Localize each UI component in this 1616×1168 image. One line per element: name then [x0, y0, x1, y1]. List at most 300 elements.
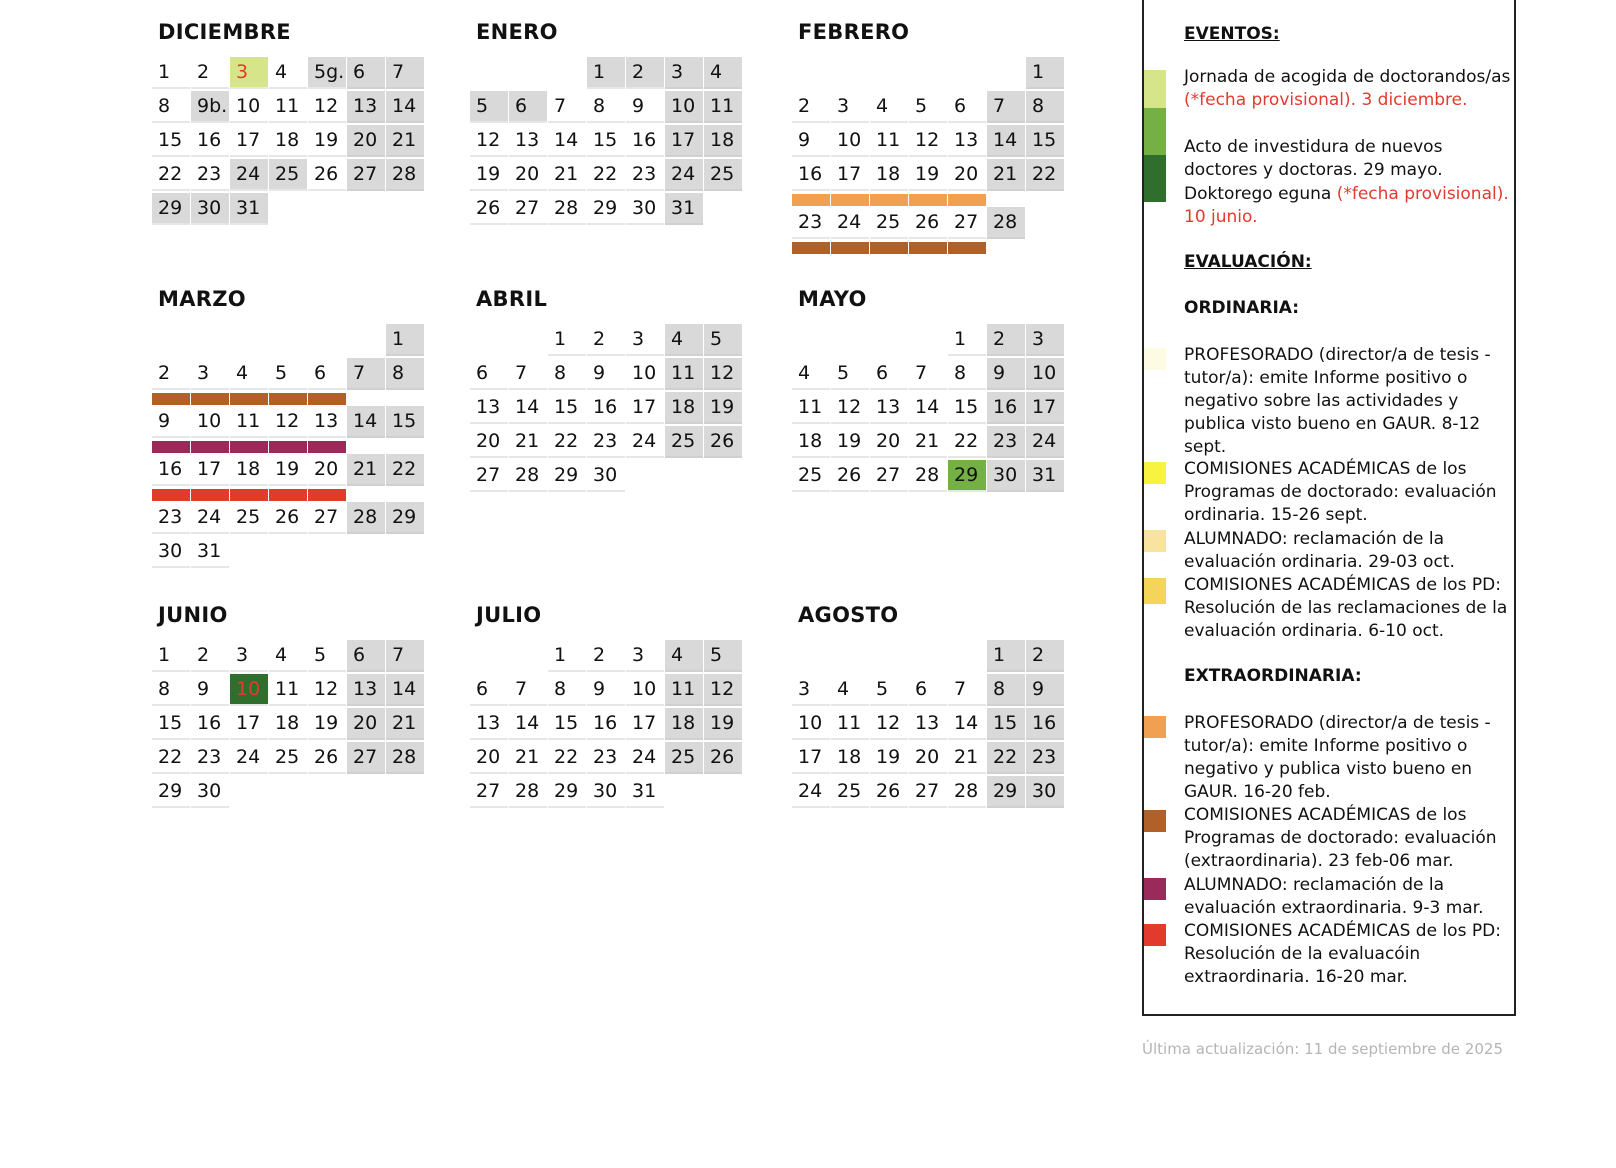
day-cell: 22 — [948, 426, 986, 458]
ordinaria-heading: ORDINARIA: — [1184, 298, 1300, 318]
day-cell: 7 — [347, 358, 385, 390]
day-cell: 30 — [987, 460, 1025, 492]
day-cell: 3 — [665, 57, 703, 89]
day-cell: 20 — [347, 708, 385, 740]
day-cell: 17 — [230, 125, 268, 157]
day-cell: 31 — [1026, 460, 1064, 492]
legend-ord-1: PROFESORADO (director/a de tesis - tutor/a): emite Informe positivo o negativo sobre las actividades y publica visto bueno en GAUR. 8-12 sept. — [1184, 345, 1491, 457]
evaluation-period-stripe — [909, 242, 947, 254]
day-cell: 25 — [704, 159, 742, 191]
day-cell: 23 — [626, 159, 664, 191]
day-cell: 30 — [152, 536, 190, 568]
day-cell: 17 — [1026, 392, 1064, 424]
legend-ext-4: COMISIONES ACADÉMICAS de los PD: Resolución de la evaluacóin extraordinaria. 16-20 mar. — [1184, 921, 1501, 987]
evaluation-period-stripe — [870, 194, 908, 206]
day-cell: 6 — [470, 358, 508, 390]
day-cell: 19 — [870, 742, 908, 774]
day-cell: 5 — [909, 91, 947, 123]
day-cell: 21 — [386, 125, 424, 157]
legend-ord-3: ALUMNADO: reclamación de la evaluación ordinaria. 29-03 oct. — [1184, 529, 1455, 572]
day-cell: 18 — [704, 125, 742, 157]
day-cell: 3 — [626, 640, 664, 672]
day-cell: 6 — [509, 91, 547, 123]
day-cell: 5 — [831, 358, 869, 390]
day-cell: 29 — [386, 502, 424, 534]
legend-event-1-text: Jornada de acogida de doctorandos/as — [1184, 67, 1511, 87]
day-cell: 15 — [948, 392, 986, 424]
day-cell: 29 — [987, 776, 1025, 808]
day-cell: 5 — [704, 640, 742, 672]
day-cell: 16 — [587, 392, 625, 424]
evaluation-period-stripe — [948, 242, 986, 254]
day-cell: 7 — [948, 674, 986, 706]
evaluation-period-stripe — [948, 194, 986, 206]
day-cell: 10 — [1026, 358, 1064, 390]
day-cell: 25 — [792, 460, 830, 492]
legend-ord-4: COMISIONES ACADÉMICAS de los PD: Resolución de las reclamaciones de la evaluación ordinaria. 6-10 oct. — [1184, 575, 1508, 641]
day-cell: 7 — [386, 57, 424, 89]
evaluation-period-stripe — [308, 441, 346, 453]
day-cell: 31 — [230, 193, 268, 225]
day-cell: 27 — [347, 742, 385, 774]
evaluation-period-stripe — [269, 441, 307, 453]
day-cell: 19 — [308, 125, 346, 157]
day-cell: 5 — [470, 91, 508, 123]
day-cell: 22 — [987, 742, 1025, 774]
day-cell: 7 — [509, 358, 547, 390]
month-title: ENERO — [476, 20, 558, 44]
day-cell: 10 — [626, 358, 664, 390]
day-cell: 20 — [308, 454, 346, 486]
legend-swatch-ext-1 — [1144, 716, 1166, 738]
day-cell: 31 — [626, 776, 664, 808]
day-cell: 5 — [308, 640, 346, 672]
day-cell: 28 — [987, 207, 1025, 239]
day-cell: 22 — [1026, 159, 1064, 191]
day-cell: 3 — [792, 674, 830, 706]
day-cell: 17 — [626, 392, 664, 424]
day-cell: 2 — [626, 57, 664, 89]
day-cell: 19 — [704, 392, 742, 424]
day-cell: 9b. — [191, 91, 229, 123]
day-cell: 19 — [704, 708, 742, 740]
day-cell: 21 — [509, 426, 547, 458]
day-cell: 17 — [626, 708, 664, 740]
day-cell: 23 — [792, 207, 830, 239]
day-cell: 2 — [587, 324, 625, 356]
day-cell: 2 — [191, 640, 229, 672]
day-cell: 16 — [1026, 708, 1064, 740]
day-cell: 6 — [870, 358, 908, 390]
day-cell: 27 — [909, 776, 947, 808]
month-title: JULIO — [476, 603, 542, 627]
evaluation-period-stripe — [191, 393, 229, 405]
day-cell: 26 — [909, 207, 947, 239]
day-cell: 30 — [626, 193, 664, 225]
day-cell: 24 — [230, 742, 268, 774]
legend-ord-2: COMISIONES ACADÉMICAS de los Programas de doctorado: evaluación ordinaria. 15-26 sept. — [1184, 459, 1497, 525]
extraordinaria-heading: EXTRAORDINARIA: — [1184, 666, 1362, 686]
day-cell: 26 — [704, 426, 742, 458]
day-cell: 17 — [665, 125, 703, 157]
day-cell: 16 — [626, 125, 664, 157]
day-cell: 15 — [1026, 125, 1064, 157]
day-cell: 6 — [909, 674, 947, 706]
evaluation-period-stripe — [870, 242, 908, 254]
day-cell: 15 — [548, 392, 586, 424]
legend-event-3-note: (*fecha provisional). 10 junio. — [1184, 184, 1509, 227]
day-cell: 4 — [704, 57, 742, 89]
day-cell: 22 — [548, 742, 586, 774]
evaluation-period-stripe — [269, 393, 307, 405]
day-cell: 11 — [704, 91, 742, 123]
day-cell: 27 — [470, 776, 508, 808]
day-cell: 11 — [870, 125, 908, 157]
evaluation-period-stripe — [308, 489, 346, 501]
day-cell: 13 — [308, 406, 346, 438]
day-cell: 18 — [831, 742, 869, 774]
day-cell: 2 — [152, 358, 190, 390]
day-cell: 1 — [987, 640, 1025, 672]
day-cell: 29 — [548, 460, 586, 492]
day-cell: 25 — [831, 776, 869, 808]
day-cell: 2 — [191, 57, 229, 89]
day-cell: 13 — [347, 674, 385, 706]
month-title: MAYO — [798, 287, 867, 311]
day-cell: 9 — [792, 125, 830, 157]
legend-box — [1142, 0, 1516, 1016]
day-cell: 23 — [191, 159, 229, 191]
day-cell: 29 — [152, 193, 190, 225]
day-cell: 24 — [626, 426, 664, 458]
day-cell: 16 — [191, 708, 229, 740]
day-cell: 16 — [792, 159, 830, 191]
day-cell: 19 — [308, 708, 346, 740]
day-cell: 9 — [1026, 674, 1064, 706]
day-cell: 28 — [386, 159, 424, 191]
day-cell: 22 — [152, 159, 190, 191]
day-cell: 6 — [347, 57, 385, 89]
legend-event-3 — [1184, 183, 1520, 229]
day-cell: 21 — [909, 426, 947, 458]
legend-swatch-ext-4 — [1144, 924, 1166, 946]
day-cell: 11 — [831, 708, 869, 740]
day-cell: 2 — [792, 91, 830, 123]
day-cell: 21 — [948, 742, 986, 774]
day-cell: 4 — [870, 91, 908, 123]
evaluation-period-stripe — [831, 194, 869, 206]
day-cell: 16 — [987, 392, 1025, 424]
day-cell: 9 — [152, 406, 190, 438]
day-cell: 7 — [548, 91, 586, 123]
day-cell: 20 — [948, 159, 986, 191]
day-cell: 12 — [704, 358, 742, 390]
day-cell: 7 — [386, 640, 424, 672]
legend-swatch-ord-4 — [1144, 578, 1166, 604]
day-cell: 18 — [870, 159, 908, 191]
day-cell: 26 — [870, 776, 908, 808]
day-cell: 21 — [548, 159, 586, 191]
day-cell: 28 — [509, 776, 547, 808]
day-cell: 24 — [191, 502, 229, 534]
day-cell: 25 — [665, 742, 703, 774]
day-cell: 10 — [626, 674, 664, 706]
day-cell: 23 — [587, 742, 625, 774]
day-cell: 25 — [269, 742, 307, 774]
day-cell: 4 — [230, 358, 268, 390]
day-cell: 11 — [665, 358, 703, 390]
legend-event-3-text: Doktorego eguna — [1184, 184, 1337, 204]
day-cell: 10 — [665, 91, 703, 123]
day-cell: 10 — [831, 125, 869, 157]
day-cell: 16 — [587, 708, 625, 740]
evaluation-period-stripe — [792, 242, 830, 254]
day-cell: 28 — [347, 502, 385, 534]
day-cell: 27 — [509, 193, 547, 225]
day-cell: 1 — [152, 57, 190, 89]
day-cell: 9 — [587, 674, 625, 706]
day-cell: 4 — [665, 324, 703, 356]
day-cell: 16 — [152, 454, 190, 486]
day-cell: 12 — [870, 708, 908, 740]
day-cell: 1 — [1026, 57, 1064, 89]
day-cell: 1 — [152, 640, 190, 672]
day-cell: 8 — [1026, 91, 1064, 123]
day-cell: 12 — [308, 674, 346, 706]
day-cell: 27 — [948, 207, 986, 239]
day-cell: 20 — [509, 159, 547, 191]
day-cell: 12 — [909, 125, 947, 157]
day-cell: 5 — [704, 324, 742, 356]
day-cell: 26 — [308, 159, 346, 191]
day-cell: 27 — [308, 502, 346, 534]
day-cell: 20 — [909, 742, 947, 774]
evaluation-period-stripe — [831, 242, 869, 254]
day-cell: 15 — [386, 406, 424, 438]
day-cell: 12 — [831, 392, 869, 424]
evaluation-period-stripe — [308, 393, 346, 405]
day-cell: 19 — [269, 454, 307, 486]
day-cell: 26 — [704, 742, 742, 774]
day-cell: 22 — [587, 159, 625, 191]
day-cell: 28 — [909, 460, 947, 492]
evaluation-period-stripe — [230, 393, 268, 405]
day-cell: 14 — [548, 125, 586, 157]
legend-swatch-ext-3 — [1144, 878, 1166, 900]
day-cell: 4 — [665, 640, 703, 672]
day-cell: 1 — [587, 57, 625, 89]
day-cell: 1 — [948, 324, 986, 356]
day-cell: 8 — [152, 674, 190, 706]
day-cell: 20 — [347, 125, 385, 157]
day-cell: 29 — [587, 193, 625, 225]
day-cell: 3 — [626, 324, 664, 356]
day-cell: 11 — [792, 392, 830, 424]
day-cell: 17 — [792, 742, 830, 774]
day-cell: 4 — [792, 358, 830, 390]
day-cell: 27 — [347, 159, 385, 191]
day-cell: 13 — [509, 125, 547, 157]
day-cell: 24 — [1026, 426, 1064, 458]
day-cell: 8 — [152, 91, 190, 123]
legend-swatch-event-1 — [1144, 70, 1166, 108]
day-cell: 17 — [191, 454, 229, 486]
day-cell: 14 — [509, 392, 547, 424]
day-cell: 3 — [230, 640, 268, 672]
day-cell: 29 — [948, 460, 986, 492]
day-cell: 11 — [665, 674, 703, 706]
day-cell: 5 — [269, 358, 307, 390]
day-cell: 13 — [870, 392, 908, 424]
day-cell: 18 — [792, 426, 830, 458]
day-cell: 11 — [269, 674, 307, 706]
day-cell: 24 — [792, 776, 830, 808]
day-cell: 1 — [386, 324, 424, 356]
day-cell: 8 — [386, 358, 424, 390]
day-cell: 28 — [948, 776, 986, 808]
day-cell: 30 — [587, 776, 625, 808]
day-cell: 26 — [308, 742, 346, 774]
day-cell: 14 — [509, 708, 547, 740]
day-cell: 13 — [347, 91, 385, 123]
day-cell: 27 — [870, 460, 908, 492]
day-cell: 7 — [987, 91, 1025, 123]
day-cell: 28 — [386, 742, 424, 774]
day-cell: 22 — [548, 426, 586, 458]
day-cell: 5 — [870, 674, 908, 706]
day-cell: 20 — [870, 426, 908, 458]
day-cell: 15 — [987, 708, 1025, 740]
day-cell: 3 — [191, 358, 229, 390]
legend-event-2: Acto de investidura de nuevos doctores y doctoras. 29 mayo. — [1184, 137, 1443, 180]
legend-swatch-ord-1 — [1144, 348, 1166, 370]
legend-swatch-ord-2 — [1144, 462, 1166, 484]
day-cell: 3 — [1026, 324, 1064, 356]
day-cell: 9 — [626, 91, 664, 123]
day-cell: 4 — [269, 640, 307, 672]
day-cell: 30 — [191, 776, 229, 808]
day-cell: 25 — [870, 207, 908, 239]
eventos-heading: EVENTOS: — [1184, 24, 1280, 44]
evaluation-period-stripe — [792, 194, 830, 206]
day-cell: 22 — [152, 742, 190, 774]
day-cell: 1 — [548, 324, 586, 356]
day-cell: 14 — [386, 91, 424, 123]
month-title: ABRIL — [476, 287, 548, 311]
day-cell: 15 — [152, 708, 190, 740]
day-cell: 26 — [831, 460, 869, 492]
day-cell: 6 — [347, 640, 385, 672]
day-cell: 13 — [470, 392, 508, 424]
evaluation-period-stripe — [909, 194, 947, 206]
day-cell: 14 — [386, 674, 424, 706]
day-cell: 6 — [308, 358, 346, 390]
day-cell: 25 — [269, 159, 307, 191]
day-cell: 13 — [470, 708, 508, 740]
day-cell: 19 — [909, 159, 947, 191]
day-cell: 16 — [191, 125, 229, 157]
evaluation-period-stripe — [269, 489, 307, 501]
legend-swatch-event-2 — [1144, 108, 1166, 155]
evaluation-period-stripe — [152, 441, 190, 453]
day-cell: 7 — [909, 358, 947, 390]
day-cell: 29 — [548, 776, 586, 808]
day-cell: 31 — [191, 536, 229, 568]
day-cell: 10 — [230, 674, 268, 706]
day-cell: 9 — [987, 358, 1025, 390]
day-cell: 17 — [831, 159, 869, 191]
day-cell: 30 — [191, 193, 229, 225]
day-cell: 15 — [548, 708, 586, 740]
day-cell: 8 — [548, 674, 586, 706]
day-cell: 12 — [704, 674, 742, 706]
day-cell: 9 — [587, 358, 625, 390]
month-title: MARZO — [158, 287, 246, 311]
legend-event-1-note: (*fecha provisional). 3 diciembre. — [1184, 90, 1468, 110]
evaluacion-heading: EVALUACIÓN: — [1184, 252, 1312, 272]
day-cell: 2 — [1026, 640, 1064, 672]
day-cell: 21 — [386, 708, 424, 740]
legend-swatch-ord-3 — [1144, 530, 1166, 552]
day-cell: 22 — [386, 454, 424, 486]
day-cell: 8 — [587, 91, 625, 123]
day-cell: 10 — [230, 91, 268, 123]
day-cell: 8 — [548, 358, 586, 390]
day-cell: 19 — [470, 159, 508, 191]
legend-swatch-ext-2 — [1144, 810, 1166, 832]
day-cell: 21 — [509, 742, 547, 774]
day-cell: 15 — [587, 125, 625, 157]
day-cell: 10 — [191, 406, 229, 438]
day-cell: 13 — [909, 708, 947, 740]
day-cell: 14 — [987, 125, 1025, 157]
evaluation-period-stripe — [191, 489, 229, 501]
day-cell: 2 — [587, 640, 625, 672]
last-updated-note: Última actualización: 11 de septiembre de 2025 — [1142, 1040, 1503, 1058]
day-cell: 28 — [509, 460, 547, 492]
day-cell: 15 — [152, 125, 190, 157]
legend-event-1 — [1184, 66, 1520, 112]
day-cell: 6 — [470, 674, 508, 706]
day-cell: 6 — [948, 91, 986, 123]
day-cell: 17 — [230, 708, 268, 740]
evaluation-period-stripe — [152, 393, 190, 405]
day-cell: 4 — [269, 57, 307, 89]
day-cell: 18 — [269, 125, 307, 157]
evaluation-period-stripe — [230, 441, 268, 453]
day-cell: 29 — [152, 776, 190, 808]
day-cell: 3 — [230, 57, 268, 89]
day-cell: 23 — [152, 502, 190, 534]
day-cell: 12 — [269, 406, 307, 438]
day-cell: 1 — [548, 640, 586, 672]
day-cell: 31 — [665, 193, 703, 225]
day-cell: 18 — [665, 392, 703, 424]
day-cell: 23 — [987, 426, 1025, 458]
day-cell: 3 — [831, 91, 869, 123]
day-cell: 28 — [548, 193, 586, 225]
day-cell: 24 — [230, 159, 268, 191]
day-cell: 24 — [665, 159, 703, 191]
day-cell: 30 — [587, 460, 625, 492]
day-cell: 25 — [665, 426, 703, 458]
day-cell: 8 — [948, 358, 986, 390]
day-cell: 20 — [470, 742, 508, 774]
day-cell: 4 — [831, 674, 869, 706]
month-title: DICIEMBRE — [158, 20, 291, 44]
day-cell: 25 — [230, 502, 268, 534]
evaluation-period-stripe — [191, 441, 229, 453]
